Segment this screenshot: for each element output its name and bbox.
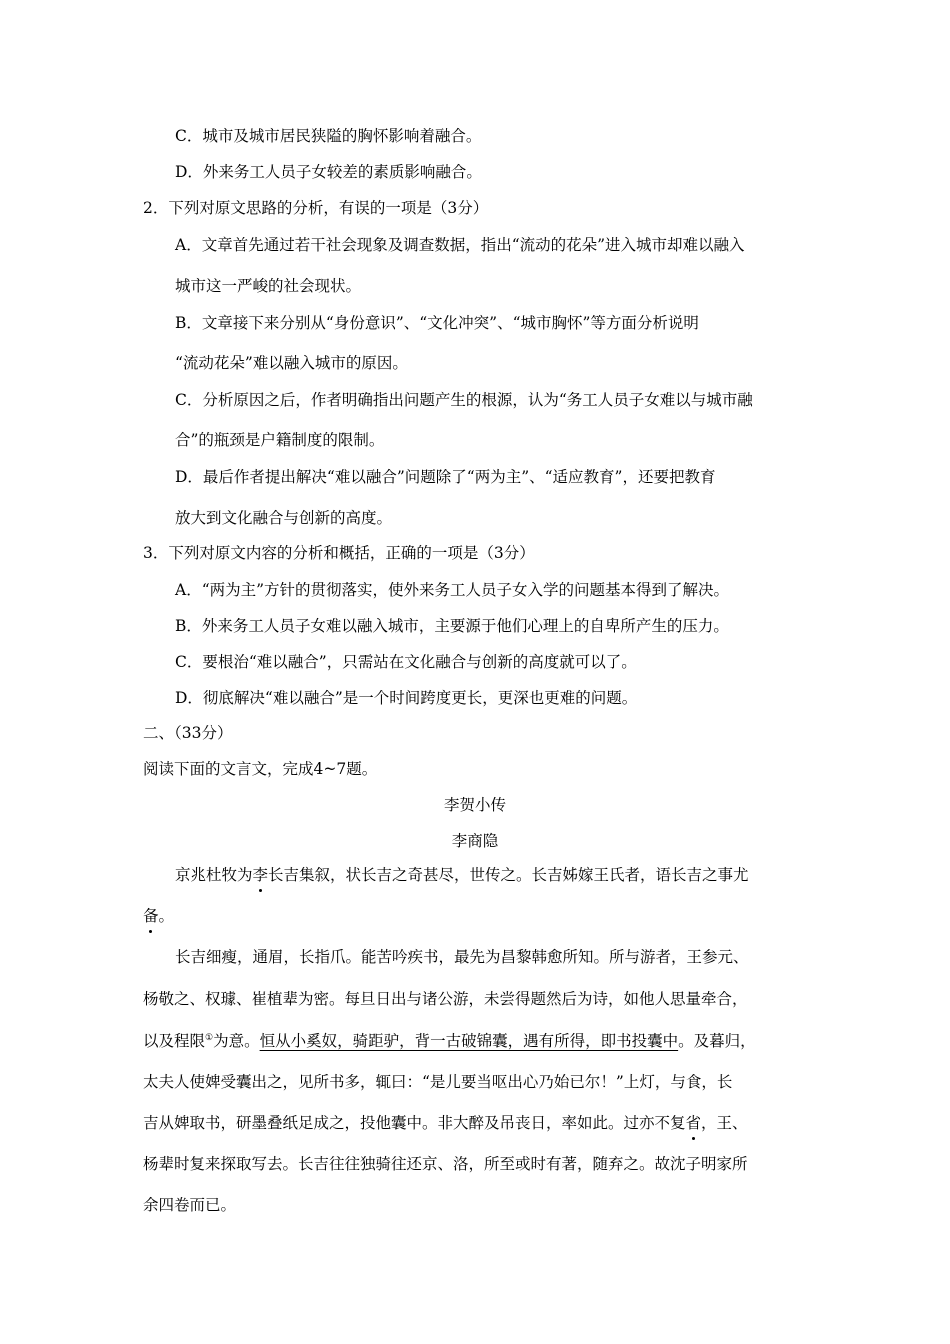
passage-author: 李商隐 xyxy=(451,832,499,850)
emphasis-dot-char: 备 xyxy=(143,907,159,925)
underlined-sentence: 恒从小奚奴，骑距驴，背一古破锦囊，遇有所得，即书投囊中 xyxy=(259,1032,679,1050)
q2-option-d-line2: 放大到文化融合与创新的高度。 xyxy=(175,509,393,527)
q2-option-b-line2: “流动花朵”难以融入城市的原因。 xyxy=(175,354,408,372)
passage-p2-line3 xyxy=(143,1031,756,1051)
text-run: 。及暮归， xyxy=(678,1032,756,1050)
q3-option-c: C．要根治“难以融合”，只需站在文化融合与创新的高度就可以了。 xyxy=(175,653,637,671)
passage-p2-line7: 余四卷而已。 xyxy=(143,1196,237,1214)
q3-option-a: A．“两为主”方针的贯彻落实，使外来务工人员子女入学的问题基本得到了解决。 xyxy=(175,581,730,599)
emphasis-dot-char: 省 xyxy=(685,1114,702,1132)
section-instruction: 阅读下面的文言文，完成4~7题。 xyxy=(143,760,378,778)
q2-option-a-line1: A．文章首先通过若干社会现象及调查数据，指出“流动的花朵”进入城市却难以融入 xyxy=(175,236,745,254)
q2-option-c-line2: 合”的瓶颈是户籍制度的限制。 xyxy=(175,431,385,449)
q2-option-d-line1: D．最后作者提出解决“难以融合”问题除了“两为主”、“适应教育”，还要把教育 xyxy=(175,468,716,486)
passage-p2-line2: 杨敬之、权璩、崔植辈为密。每旦日出与诸公游，未尝得题然后为诗，如他人思量牵合， xyxy=(143,990,748,1008)
passage-p2-line6: 杨辈时复来探取写去。长吉往往独骑往还京、洛，所至或时有著，随弃之。故沈子明家所 xyxy=(143,1155,748,1173)
text-run: ，王、 xyxy=(701,1114,748,1132)
passage-p2-line1: 长吉细瘦，通眉，长指爪。能苦吟疾书，最先为昌黎韩愈所知。所与游者，王参元、 xyxy=(175,948,749,966)
emphasis-dot-char: 李 xyxy=(252,866,269,884)
q2-stem: 2．下列对原文思路的分析，有误的一项是（3分） xyxy=(143,199,489,217)
q1-option-d: D．外来务工人员子女较差的素质影响融合。 xyxy=(175,163,482,181)
q2-option-a-line2: 城市这一严峻的社会现状。 xyxy=(175,277,362,295)
q3-option-b: B．外来务工人员子女难以融入城市，主要源于他们心理上的自卑所产生的压力。 xyxy=(175,617,729,635)
passage-title: 李贺小传 xyxy=(443,796,506,814)
passage-p1-line1 xyxy=(175,865,749,885)
text-run: 为意。 xyxy=(213,1032,260,1050)
q3-stem: 3．下列对原文内容的分析和概括，正确的一项是（3分） xyxy=(143,544,535,562)
text-run: 京兆杜牧为 xyxy=(175,866,253,884)
q3-option-d: D．彻底解决“难以融合”是一个时间跨度更长，更深也更难的问题。 xyxy=(175,689,638,707)
text-run: 以及程限 xyxy=(143,1032,206,1050)
text-run: 吉从婢取书，研墨叠纸足成之，投他囊中。非大醉及吊丧日，率如此。过亦不复 xyxy=(143,1114,686,1132)
text-run: 长吉集叙，状长吉之奇甚尽，世传之。长吉姊嫁王氏者，语长吉之事尤 xyxy=(268,866,749,884)
q2-option-b-line1: B．文章接下来分别从“身份意识”、“文化冲突”、“城市胸怀”等方面分析说明 xyxy=(175,314,699,332)
passage-p1-line2 xyxy=(143,906,174,926)
q1-option-c: C．城市及城市居民狭隘的胸怀影响着融合。 xyxy=(175,127,482,145)
text-run: 。 xyxy=(158,907,175,925)
passage-p2-line5 xyxy=(143,1113,748,1133)
passage-p2-line4: 太夫人使婢受囊出之，见所书多，辄曰：“是儿要当呕出心乃始已尔！”上灯，与食，长 xyxy=(143,1073,733,1091)
q2-option-c-line1: C．分析原因之后，作者明确指出问题产生的根源，认为“务工人员子女难以与城市融 xyxy=(175,391,753,409)
section-heading: 二、（33分） xyxy=(143,724,233,742)
footnote-marker: ① xyxy=(205,1032,214,1043)
